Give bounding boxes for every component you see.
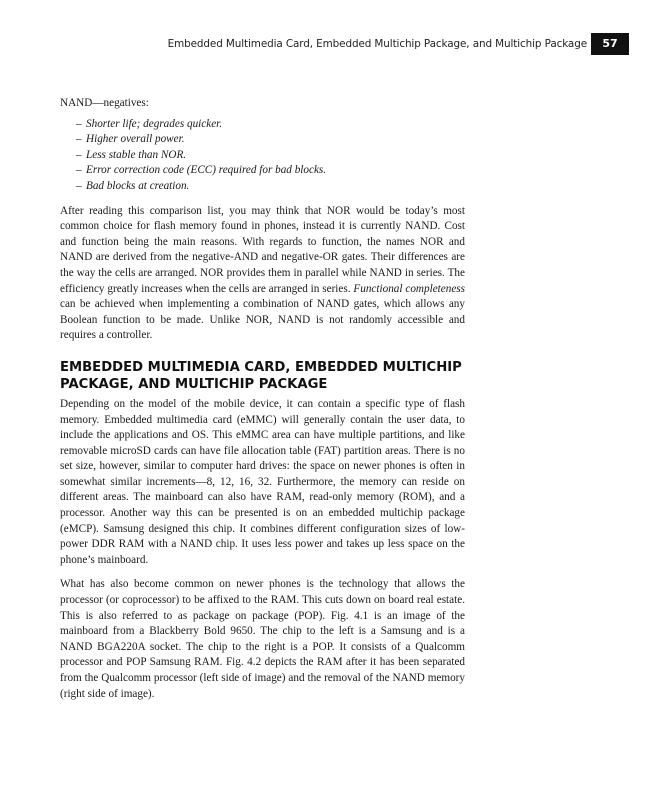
list-item-text: Error correction code (ECC) required for bad blocks. bbox=[86, 164, 327, 177]
page-number: 57 bbox=[591, 33, 629, 55]
paragraph-text: After reading this comparison list, you may think that NOR would be today’s most common choice for flash memory found in phones, instead it is currently NAND. Cost and function being the main reasons. With regards to function, the names NOR and NAND are derived from the negative-AND and negative-OR gates. Their differences are the way the cells are arranged. NOR provides them in parallel while NAND in series. The efficiency greatly increases when the cells are arranged in series. bbox=[60, 204, 465, 295]
list-item-text: Higher overall power. bbox=[86, 133, 185, 146]
list-item: – Error correction code (ECC) required for bad blocks. bbox=[76, 164, 327, 177]
paragraph-emmc: Depending on the model of the mobile device, it can contain a specific type of flash memory. Embedded multimedia card (eMMC) will generally contain the user data, to include the applications and OS. This eMMC area can have multiple partitions, and like removable microSD cards can have file allocation table (FAT) partition areas. There is no set size, however, similar to computer hard drives: the space on newer phones is often in somewhat similar increments—8, 12, 16, 32. Furthermore, the memory can reside on different areas. The mainboard can also have RAM, read-only memory (ROM), and a processor. Another way this can be presented is on an embedded multichip package (eMCP). Samsung designed this chip. It combines different configuration sizes of low-power DDR RAM with a NAND chip. It uses less power and takes up less space on the phone’s mainboard. bbox=[60, 397, 465, 566]
list-item: – Higher overall power. bbox=[76, 133, 185, 146]
section-heading bbox=[60, 359, 465, 393]
negatives-list bbox=[60, 117, 465, 195]
paragraph-nor-nand-comparison bbox=[60, 204, 465, 344]
list-item-text: Bad blocks at creation. bbox=[86, 179, 190, 192]
list-item: – Shorter life; degrades quicker. bbox=[76, 117, 223, 130]
list-item: – Less stable than NOR. bbox=[76, 148, 187, 161]
section-heading-line-1: EMBEDDED MULTIMEDIA CARD, EMBEDDED MULTICHIP bbox=[60, 359, 462, 375]
list-item: – Bad blocks at creation. bbox=[76, 179, 190, 192]
list-item-text: Shorter life; degrades quicker. bbox=[86, 117, 223, 130]
paragraph-pop: What has also become common on newer phones is the technology that allows the processor (or coprocessor) to be affixed to the RAM. This cuts down on board real estate. This is also referred to as package on package (POP). Fig. 4.1 is an image of the mainboard from a Blackberry Bold 9650. The chip to the left is a Samsung and is a NAND BGA220A socket. The chip to the right is a POP. It consists of a Qualcomm processor and POP Samsung RAM. Fig. 4.2 depicts the RAM after it has been separated from the Qualcomm processor (left side of image) and the removal of the NAND memory (right side of image). bbox=[60, 578, 465, 700]
emphasis-functional-completeness: Functional completeness bbox=[353, 282, 465, 295]
running-header-title: Embedded Multimedia Card, Embedded Multichip Package, and Multichip Package bbox=[167, 38, 587, 50]
section-heading-line-2: PACKAGE, AND MULTICHIP PACKAGE bbox=[60, 376, 328, 392]
paragraph-text: can be achieved when implementing a combination of NAND gates, which allows any Boolean function to be made. Unlike NOR, NAND is not randomly accessible and requires a controller. bbox=[60, 298, 465, 342]
page-body bbox=[60, 96, 465, 711]
list-item-text: Less stable than NOR. bbox=[86, 148, 187, 161]
negatives-heading: NAND—negatives: bbox=[60, 97, 149, 109]
